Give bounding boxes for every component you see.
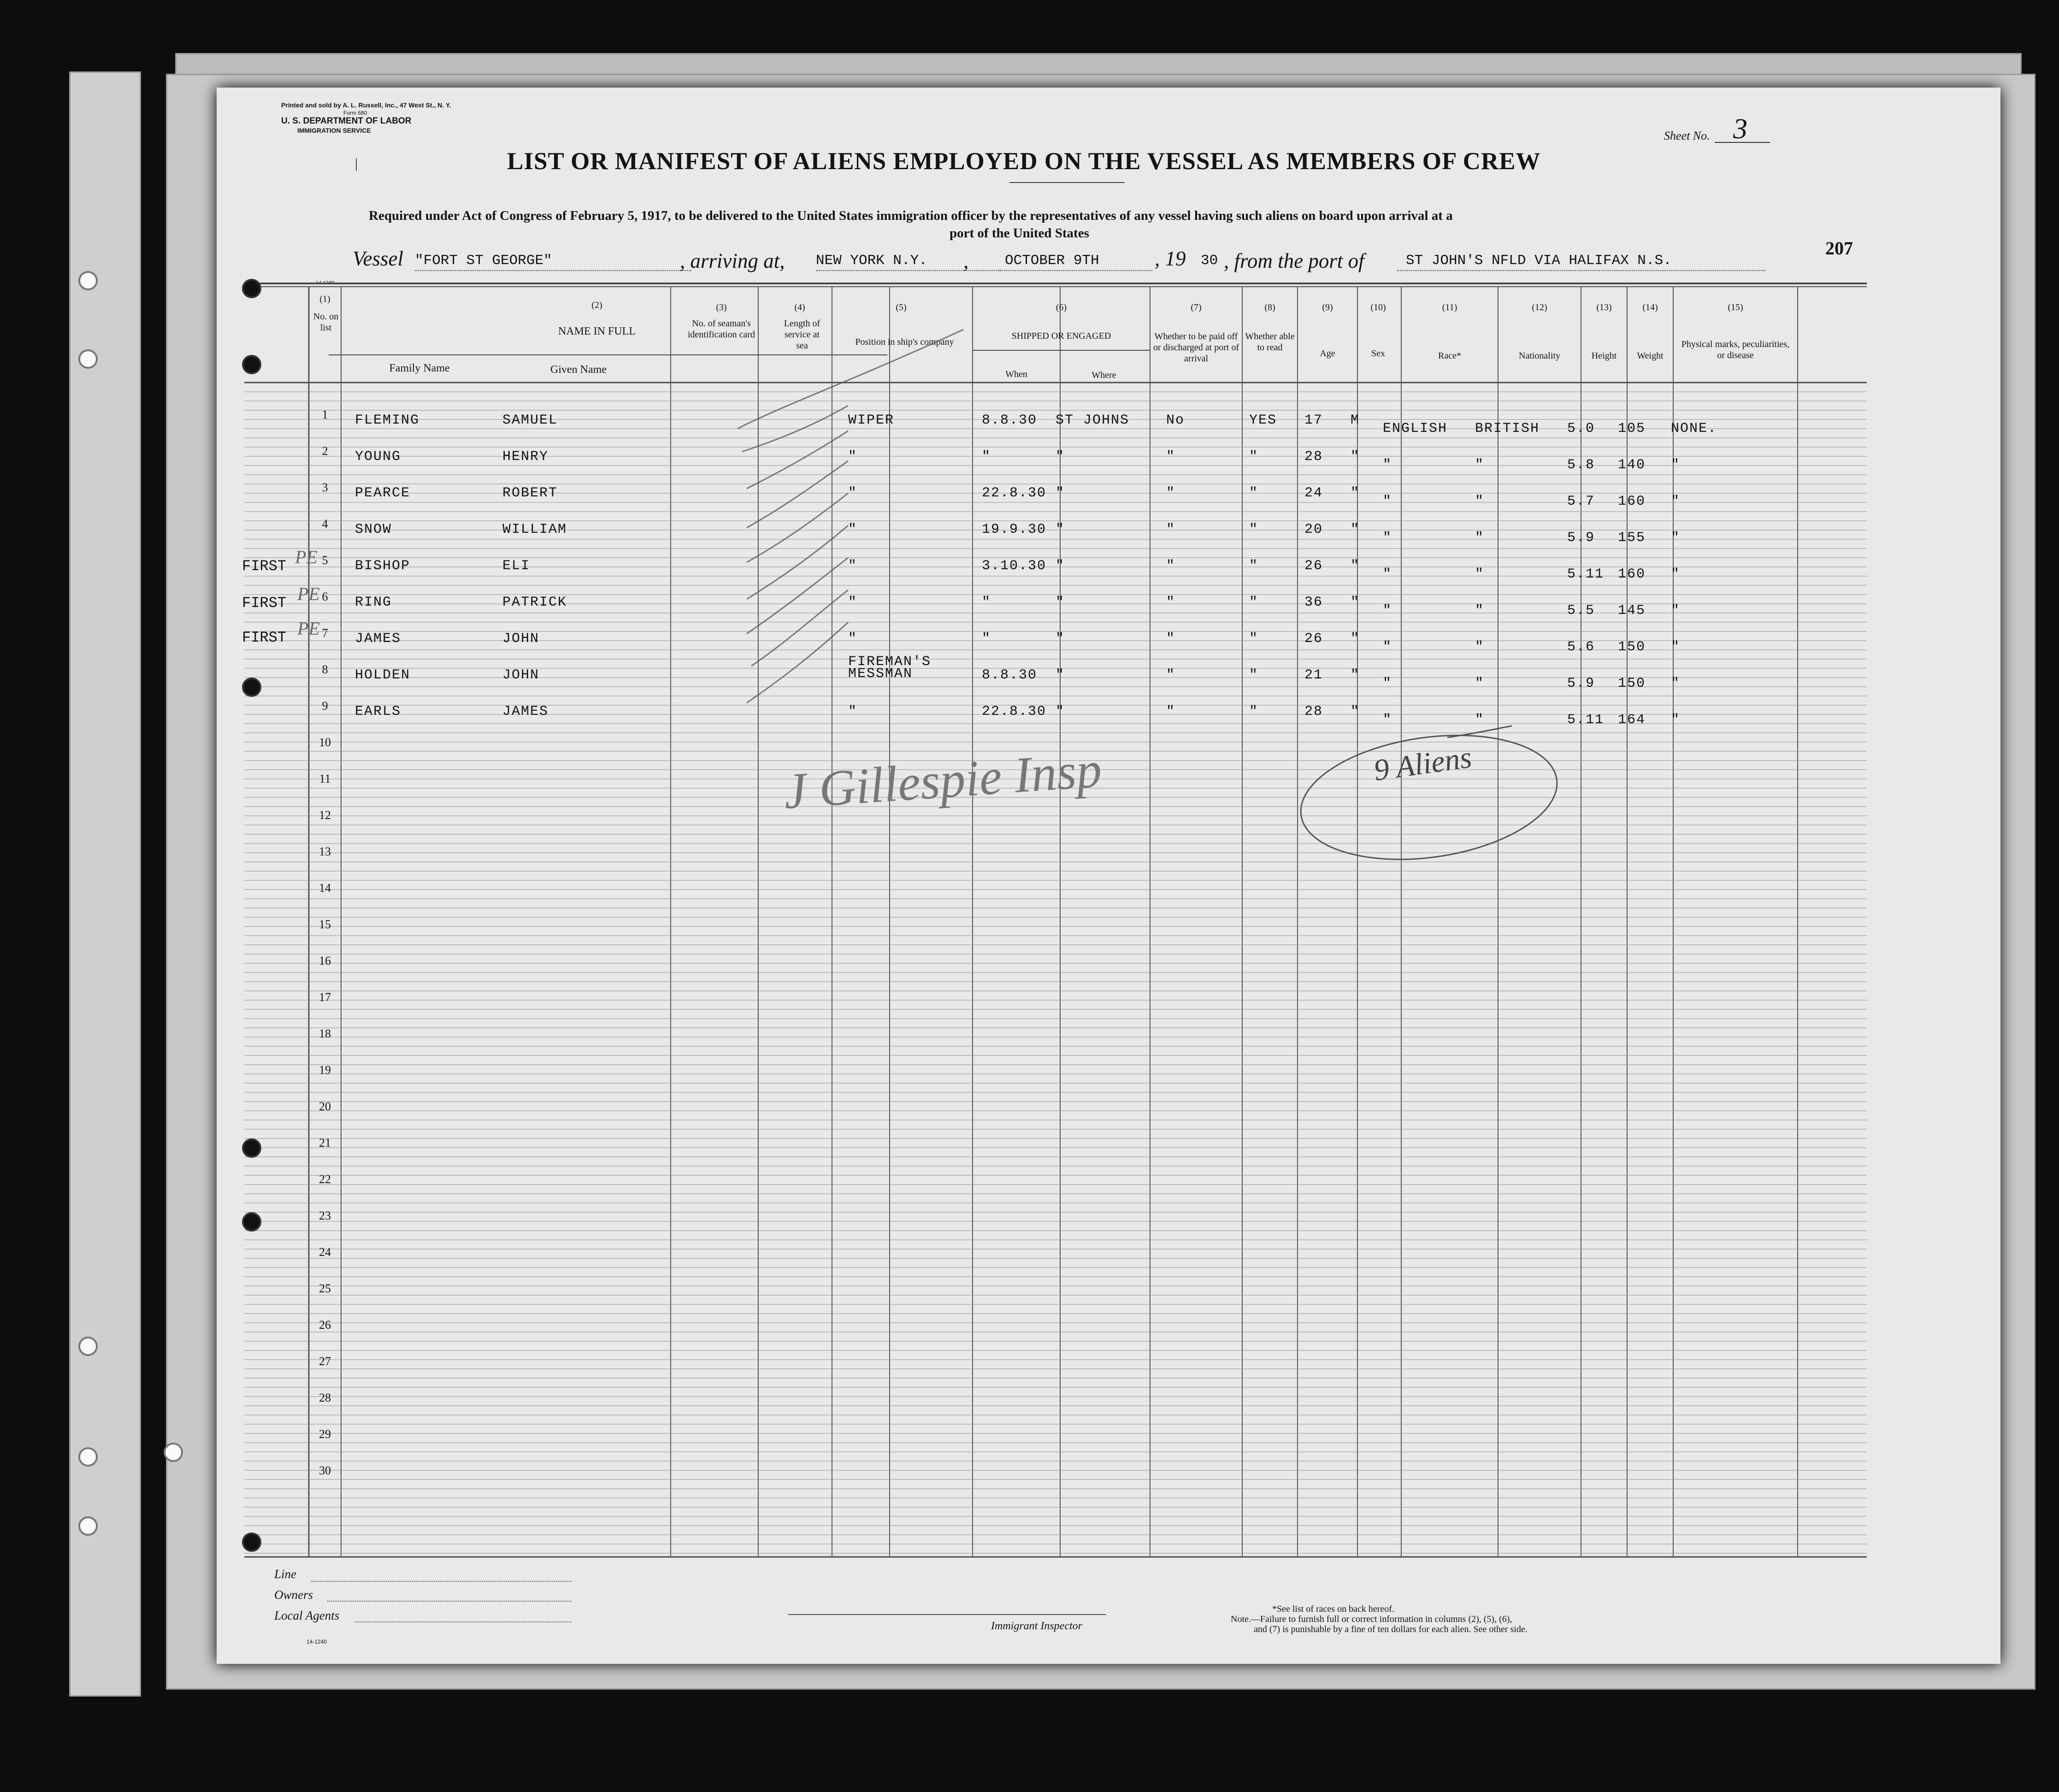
footer-form-code: 14-1240 <box>307 1639 327 1645</box>
entry-marks: " <box>1671 712 1681 728</box>
row-number: 21 <box>319 1136 331 1149</box>
row-number: 19 <box>319 1063 331 1077</box>
punch-hole <box>78 1516 98 1536</box>
entry-weight: 160 <box>1618 566 1646 582</box>
entry-given: ROBERT <box>502 485 558 501</box>
footer-note-3: and (7) is punishable by a fine of ten dollars for each alien. See other side. <box>1254 1624 1528 1634</box>
immigrant-inspector-label: Immigrant Inspector <box>991 1620 1082 1632</box>
footer-note-1: *See list of races on back hereof. <box>1272 1604 1394 1614</box>
entry-marks: " <box>1671 639 1681 655</box>
entry-age: 28 <box>1304 449 1323 465</box>
col12-header: Nationality <box>1519 351 1560 361</box>
margin-note-row7: FIRST <box>242 629 287 646</box>
entry-sex: " <box>1351 449 1360 465</box>
row-number: 28 <box>319 1391 331 1404</box>
row-number: 3 <box>322 481 328 494</box>
year-prefix: , 19 <box>1155 247 1186 270</box>
subtitle-line-1: Required under Act of Congress of February 5, 1917, to be delivered to the United States immigration officer by the representatives of any vessel having such aliens on board upon arrival at a <box>369 208 1453 223</box>
entry-height: 5.6 <box>1567 639 1595 655</box>
form-code: 14-1240 <box>316 280 335 286</box>
entry-age: 26 <box>1304 631 1323 647</box>
entry-race: " <box>1383 676 1392 691</box>
from-port: ST JOHN'S NFLD VIA HALIFAX N.S. <box>1406 253 1672 269</box>
vessel-label: Vessel <box>353 247 403 270</box>
col10-number: (10) <box>1370 302 1386 312</box>
corner-number: 207 <box>1825 238 1853 259</box>
arriving-port: NEW YORK N.Y. <box>816 253 927 269</box>
entry-paid: " <box>1166 667 1176 683</box>
entry-weight: 140 <box>1618 457 1646 473</box>
punch-hole <box>242 279 261 298</box>
entry-height: 5.8 <box>1567 457 1595 473</box>
punch-hole <box>242 678 261 697</box>
row-number: 2 <box>322 444 328 458</box>
entry-sex: " <box>1351 522 1360 537</box>
entry-read: " <box>1249 704 1259 719</box>
entry-nationality: " <box>1475 676 1485 691</box>
punch-hole <box>242 355 261 374</box>
row-number: 10 <box>319 736 331 749</box>
entry-given: PATRICK <box>502 595 567 610</box>
row-number: 14 <box>319 881 331 895</box>
row-number: 27 <box>319 1355 331 1368</box>
row-number: 4 <box>322 517 328 531</box>
entry-read: " <box>1249 667 1259 683</box>
entry-race: " <box>1383 457 1392 473</box>
footer-note-2: Note.—Failure to furnish full or correct information in columns (2), (5), (6), <box>1231 1614 1512 1624</box>
entry-when: 8.8.30 <box>982 667 1038 683</box>
entry-paid: No <box>1166 413 1185 428</box>
row-number: 23 <box>319 1209 331 1222</box>
from-label: , from the port of <box>1224 249 1364 272</box>
punch-hole <box>242 1212 261 1232</box>
entry-sex: M <box>1351 413 1360 428</box>
entry-given: JAMES <box>502 704 549 719</box>
row-number: 6 <box>322 590 328 603</box>
entry-position: " <box>848 522 858 537</box>
entry-age: 36 <box>1304 595 1323 610</box>
margin-mark-row5: PE <box>295 547 318 567</box>
row-number: 7 <box>322 626 328 640</box>
col1-header: No. on list <box>313 312 339 333</box>
entry-when: 8.8.30 <box>982 413 1038 428</box>
entry-family: BISHOP <box>355 558 411 574</box>
margin-note-row5: FIRST <box>242 558 287 575</box>
col2-header: NAME IN FULL <box>558 325 636 337</box>
entry-sex: " <box>1351 667 1360 683</box>
col9-header: Age <box>1320 348 1335 359</box>
entry-position: " <box>848 595 858 610</box>
col10-header: Sex <box>1371 348 1385 359</box>
entry-race: ENGLISH <box>1383 421 1448 436</box>
col13-header: Height <box>1591 351 1617 361</box>
inspector-rule <box>788 1614 1106 1615</box>
entry-family: YOUNG <box>355 449 401 465</box>
row-number: 1 <box>322 408 328 421</box>
vessel-name: "FORT ST GEORGE" <box>415 253 552 269</box>
entry-where: " <box>1056 631 1065 647</box>
row-number: 16 <box>319 954 331 967</box>
entry-when: " <box>982 631 991 647</box>
entry-where: " <box>1056 704 1065 719</box>
entry-read: " <box>1249 449 1259 465</box>
entry-weight: 150 <box>1618 639 1646 655</box>
arriving-label: , arriving at, <box>680 249 785 272</box>
col5-number: (5) <box>896 302 907 312</box>
entry-read: " <box>1249 522 1259 537</box>
punch-hole <box>242 1533 261 1552</box>
printer-line-1: Printed and sold by A. L. Russell, Inc., 47 West St., N. Y. <box>281 101 451 109</box>
col14-number: (14) <box>1642 302 1658 312</box>
entry-race: " <box>1383 494 1392 509</box>
entry-marks: " <box>1671 603 1681 619</box>
col11-header: Race* <box>1438 351 1461 361</box>
entry-paid: " <box>1166 631 1176 647</box>
punch-hole <box>78 1447 98 1467</box>
sheet-no-label: Sheet No. <box>1664 129 1710 142</box>
entry-weight: 145 <box>1618 603 1646 619</box>
entry-when: 3.10.30 <box>982 558 1047 574</box>
col7-header: Whether to be paid off or discharged at port of arrival <box>1153 331 1239 364</box>
entry-height: 5.9 <box>1567 530 1595 546</box>
entry-position: " <box>848 704 858 719</box>
punch-hole <box>78 349 98 369</box>
entry-read: " <box>1249 631 1259 647</box>
margin-note-row6: FIRST <box>242 595 287 612</box>
entry-family: FLEMING <box>355 413 420 428</box>
entry-when: 19.9.30 <box>982 522 1047 537</box>
entry-age: 20 <box>1304 522 1323 537</box>
entry-position: " <box>848 631 858 647</box>
col2-number: (2) <box>591 300 602 310</box>
col3-number: (3) <box>716 302 727 312</box>
tick-mark: | <box>355 156 358 171</box>
entry-sex: " <box>1351 704 1360 719</box>
punch-hole <box>164 1443 183 1462</box>
entry-height: 5.11 <box>1567 566 1605 582</box>
entry-given: SAMUEL <box>502 413 558 428</box>
entry-position: " <box>848 449 858 465</box>
entry-nationality: " <box>1475 530 1485 546</box>
entry-race: " <box>1383 603 1392 619</box>
entry-paid: " <box>1166 449 1176 465</box>
entry-where: " <box>1056 595 1065 610</box>
entry-read: YES <box>1249 413 1277 428</box>
entry-where: " <box>1056 667 1065 683</box>
row-number: 22 <box>319 1173 331 1186</box>
entry-marks: NONE. <box>1671 421 1717 436</box>
col7-number: (7) <box>1191 302 1202 312</box>
inspector-signature: J Gillespie Insp <box>782 741 1103 819</box>
pencil-strikes <box>217 88 2000 1664</box>
printer-line-4: IMMIGRATION SERVICE <box>297 127 371 134</box>
entry-height: 5.9 <box>1567 676 1595 691</box>
entry-family: EARLS <box>355 704 401 719</box>
col11-number: (11) <box>1442 302 1457 312</box>
row-number: 13 <box>319 845 331 858</box>
entry-family: PEARCE <box>355 485 411 501</box>
row-number: 12 <box>319 808 331 822</box>
entry-height: 5.7 <box>1567 494 1595 509</box>
entry-given: ELI <box>502 558 531 574</box>
entry-given: JOHN <box>502 631 540 647</box>
entry-nationality: " <box>1475 494 1485 509</box>
entry-paid: " <box>1166 704 1176 719</box>
entry-paid: " <box>1166 485 1176 501</box>
col15-number: (15) <box>1728 302 1743 312</box>
entry-weight: 160 <box>1618 494 1646 509</box>
entry-position: WIPER <box>848 413 895 428</box>
entry-age: 28 <box>1304 704 1323 719</box>
col6-where-header: Where <box>1091 370 1116 380</box>
entry-race: " <box>1383 530 1392 546</box>
entry-height: 5.11 <box>1567 712 1605 728</box>
entry-race: " <box>1383 712 1392 728</box>
entry-marks: " <box>1671 530 1681 546</box>
col8-number: (8) <box>1264 302 1275 312</box>
entry-marks: " <box>1671 676 1681 691</box>
entry-where: " <box>1056 522 1065 537</box>
col5-header: Position in ship's company <box>855 337 954 347</box>
col2-given-header: Given Name <box>550 364 607 376</box>
punch-hole <box>78 1337 98 1356</box>
row-number: 24 <box>319 1245 331 1259</box>
entry-sex: " <box>1351 595 1360 610</box>
footer-agents-rule <box>355 1621 572 1622</box>
entry-where: ST JOHNS <box>1056 413 1130 428</box>
entry-weight: 105 <box>1618 421 1646 436</box>
entry-read: " <box>1249 595 1259 610</box>
col4-number: (4) <box>794 302 805 312</box>
col1-number: (1) <box>319 294 330 304</box>
entry-when: " <box>982 449 991 465</box>
margin-mark-row6: PE <box>297 584 320 604</box>
entry-sex: " <box>1351 485 1360 501</box>
entry-age: 17 <box>1304 413 1323 428</box>
date-comma: , <box>963 249 969 272</box>
col4-header: Length of service at sea <box>784 318 820 351</box>
entry-nationality: " <box>1475 639 1485 655</box>
entry-race: " <box>1383 639 1392 655</box>
entry-race: " <box>1383 566 1392 582</box>
entry-nationality: " <box>1475 566 1485 582</box>
punch-hole <box>78 271 98 290</box>
entry-nationality: " <box>1475 603 1485 619</box>
col6-when-header: When <box>1005 369 1027 379</box>
entry-marks: " <box>1671 566 1681 582</box>
row-number: 15 <box>319 918 331 931</box>
row-number: 8 <box>322 663 328 676</box>
col13-number: (13) <box>1596 302 1612 312</box>
entry-marks: " <box>1671 457 1681 473</box>
entry-sex: " <box>1351 631 1360 647</box>
entry-paid: " <box>1166 558 1176 574</box>
col12-number: (12) <box>1532 302 1547 312</box>
entry-position: " <box>848 485 858 501</box>
col6-number: (6) <box>1056 302 1067 312</box>
entry-age: 24 <box>1304 485 1323 501</box>
row-number: 18 <box>319 1027 331 1040</box>
entry-age: 21 <box>1304 667 1323 683</box>
entry-when: 22.8.30 <box>982 704 1047 719</box>
entry-nationality: " <box>1475 457 1485 473</box>
entry-paid: " <box>1166 595 1176 610</box>
entry-height: 5.5 <box>1567 603 1595 619</box>
entry-where: " <box>1056 449 1065 465</box>
footer-agents-label: Local Agents <box>274 1609 340 1622</box>
col6-header: SHIPPED OR ENGAGED <box>1011 331 1111 341</box>
entry-family: HOLDEN <box>355 667 411 683</box>
entry-nationality: BRITISH <box>1475 421 1540 436</box>
col2-family-header: Family Name <box>389 362 450 374</box>
footer-owners-label: Owners <box>274 1588 313 1602</box>
col15-header: Physical marks, peculiarities, or disease <box>1681 339 1790 360</box>
row-number: 25 <box>319 1282 331 1295</box>
col14-header: Weight <box>1637 351 1664 361</box>
subtitle-line-2: port of the United States <box>950 226 1089 241</box>
entry-position: " <box>848 558 858 574</box>
entry-sex: " <box>1351 558 1360 574</box>
row-number: 30 <box>319 1464 331 1477</box>
entry-nationality: " <box>1475 712 1485 728</box>
entry-when: " <box>982 595 991 610</box>
entry-where: " <box>1056 485 1065 501</box>
manifest-sheet <box>217 88 2000 1664</box>
col9-number: (9) <box>1322 302 1333 312</box>
entry-family: SNOW <box>355 522 392 537</box>
footer-line-rule <box>311 1581 572 1582</box>
arrival-date: OCTOBER 9TH <box>1005 253 1099 269</box>
entry-family: RING <box>355 595 392 610</box>
row-number: 5 <box>322 554 328 567</box>
entry-given: HENRY <box>502 449 549 465</box>
page-title: LIST OR MANIFEST OF ALIENS EMPLOYED ON THE VESSEL AS MEMBERS OF CREW <box>507 148 1541 175</box>
entry-where: " <box>1056 558 1065 574</box>
entry-given: WILLIAM <box>502 522 567 537</box>
margin-mark-row7: PE <box>297 618 320 639</box>
entry-family: JAMES <box>355 631 401 647</box>
footer-owners-rule <box>327 1601 572 1602</box>
entry-weight: 164 <box>1618 712 1646 728</box>
printer-line-2: Form 680 <box>343 110 367 116</box>
entry-paid: " <box>1166 522 1176 537</box>
col8-header: Whether able to read <box>1245 331 1295 353</box>
row-number: 29 <box>319 1427 331 1441</box>
entry-given: JOHN <box>502 667 540 683</box>
footer-line-label: Line <box>274 1567 297 1581</box>
entry-height: 5.0 <box>1567 421 1595 436</box>
row-number: 11 <box>319 772 331 785</box>
entry-position: FIREMAN'S MESSMAN <box>848 654 932 682</box>
arrival-year: 30 <box>1201 253 1218 269</box>
printer-line-3: U. S. DEPARTMENT OF LABOR <box>281 116 412 126</box>
circled-count-note: 9 Aliens <box>1371 740 1474 788</box>
row-number: 17 <box>319 990 331 1004</box>
entry-when: 22.8.30 <box>982 485 1047 501</box>
row-number: 9 <box>322 699 328 713</box>
entry-read: " <box>1249 558 1259 574</box>
col3-header: No. of seaman's identification card <box>687 318 755 340</box>
row-number: 26 <box>319 1318 331 1332</box>
punch-hole <box>242 1138 261 1158</box>
sheet-no-value: 3 <box>1733 113 1747 145</box>
circle-annotation <box>1295 719 1563 867</box>
entry-age: 26 <box>1304 558 1323 574</box>
entry-marks: " <box>1671 494 1681 509</box>
entry-weight: 155 <box>1618 530 1646 546</box>
row-number: 20 <box>319 1100 331 1113</box>
entry-weight: 150 <box>1618 676 1646 691</box>
entry-read: " <box>1249 485 1259 501</box>
